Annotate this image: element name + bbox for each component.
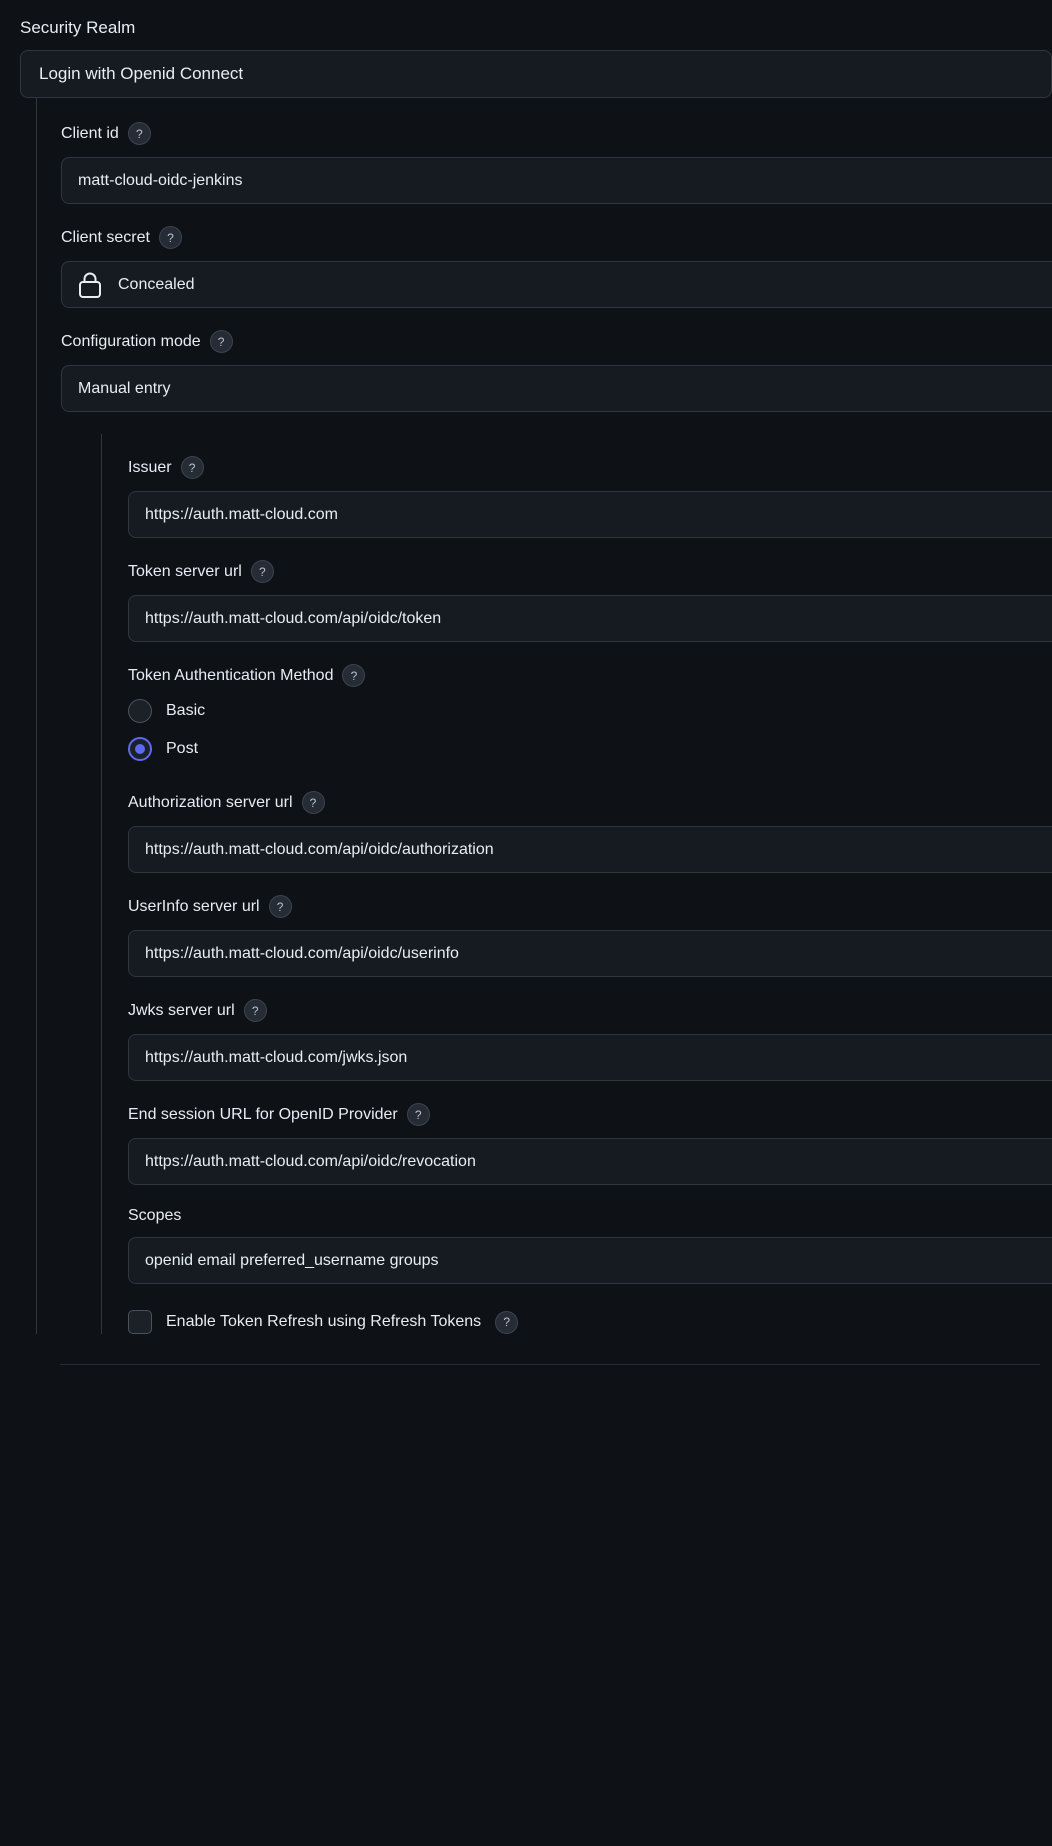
- radio-option-basic[interactable]: [128, 699, 1052, 723]
- client-id-label-row: [61, 122, 1052, 145]
- help-icon[interactable]: ?: [128, 122, 151, 145]
- userinfo-server-url-input[interactable]: [128, 930, 1052, 977]
- jwks-server-url-label-row: [128, 999, 1052, 1022]
- end-session-url-input[interactable]: [128, 1138, 1052, 1185]
- issuer-value: https://auth.matt-cloud.com: [145, 505, 338, 523]
- end-session-url-label-row: [128, 1103, 1052, 1126]
- authorization-server-url-value: https://auth.matt-cloud.com/api/oidc/authorization: [145, 840, 494, 858]
- client-secret-label-row: [61, 226, 1052, 249]
- help-icon[interactable]: ?: [342, 664, 365, 687]
- issuer-label-row: [128, 456, 1052, 479]
- field-end-session-url: [128, 1103, 1052, 1185]
- section-divider: [60, 1364, 1040, 1365]
- client-id-label: Client id: [61, 124, 119, 142]
- end-session-url-value: https://auth.matt-cloud.com/api/oidc/revocation: [145, 1152, 476, 1170]
- lock-icon: [76, 270, 104, 300]
- help-icon[interactable]: ?: [407, 1103, 430, 1126]
- client-secret-input[interactable]: [61, 261, 1052, 308]
- radio-label-basic: Basic: [166, 702, 206, 719]
- help-icon[interactable]: ?: [495, 1311, 518, 1334]
- field-token-auth-method: [128, 664, 1052, 761]
- radio-option-post[interactable]: [128, 737, 1052, 761]
- help-icon[interactable]: ?: [251, 560, 274, 583]
- field-issuer: [128, 456, 1052, 538]
- issuer-label: Issuer: [128, 458, 172, 476]
- authorization-server-url-input[interactable]: [128, 826, 1052, 873]
- token-server-url-value: https://auth.matt-cloud.com/api/oidc/token: [145, 609, 442, 627]
- userinfo-server-url-label-row: [128, 895, 1052, 918]
- help-icon[interactable]: ?: [302, 791, 325, 814]
- client-id-value: matt-cloud-oidc-jenkins: [78, 171, 243, 189]
- configuration-mode-label: Configuration mode: [61, 332, 201, 350]
- page-title: Security Realm: [20, 18, 136, 37]
- token-refresh-label: Enable Token Refresh using Refresh Tokens: [166, 1313, 482, 1330]
- token-server-url-label-row: [128, 560, 1052, 583]
- help-icon[interactable]: ?: [181, 456, 204, 479]
- jwks-server-url-label: Jwks server url: [128, 1001, 235, 1019]
- authorization-server-url-label: Authorization server url: [128, 793, 293, 811]
- scopes-value: openid email preferred_username groups: [145, 1251, 439, 1269]
- security-realm-selected-value: Login with Openid Connect: [39, 64, 244, 83]
- token-auth-method-label: Token Authentication Method: [128, 666, 334, 684]
- field-configuration-mode: [61, 330, 1052, 412]
- issuer-input[interactable]: [128, 491, 1052, 538]
- client-id-input[interactable]: [61, 157, 1052, 204]
- jwks-server-url-input[interactable]: [128, 1034, 1052, 1081]
- field-client-id: [61, 122, 1052, 204]
- field-jwks-server-url: [128, 999, 1052, 1081]
- field-authorization-server-url: [128, 791, 1052, 873]
- field-scopes: [128, 1207, 1052, 1284]
- realm-settings-body: [36, 98, 1052, 1334]
- client-secret-label: Client secret: [61, 228, 150, 246]
- radio-label-post: Post: [166, 740, 199, 757]
- token-server-url-label: Token server url: [128, 562, 242, 580]
- client-secret-value: Concealed: [118, 275, 195, 293]
- checkbox-icon[interactable]: [128, 1310, 152, 1334]
- scopes-label: Scopes: [128, 1207, 182, 1224]
- field-client-secret: [61, 226, 1052, 308]
- security-realm-select[interactable]: [20, 50, 1052, 98]
- end-session-url-label: End session URL for OpenID Provider: [128, 1105, 398, 1123]
- userinfo-server-url-label: UserInfo server url: [128, 897, 260, 915]
- manual-entry-section: [101, 434, 1052, 1334]
- radio-icon[interactable]: [128, 699, 152, 723]
- help-icon[interactable]: ?: [159, 226, 182, 249]
- scopes-input[interactable]: [128, 1237, 1052, 1284]
- field-token-refresh[interactable]: [128, 1310, 1052, 1334]
- help-icon[interactable]: ?: [244, 999, 267, 1022]
- token-auth-method-label-row: [128, 664, 1052, 687]
- configuration-mode-label-row: [61, 330, 1052, 353]
- field-userinfo-server-url: [128, 895, 1052, 977]
- userinfo-server-url-value: https://auth.matt-cloud.com/api/oidc/userinfo: [145, 944, 459, 962]
- configuration-mode-select[interactable]: [61, 365, 1052, 412]
- jwks-server-url-value: https://auth.matt-cloud.com/jwks.json: [145, 1048, 408, 1066]
- help-icon[interactable]: ?: [269, 895, 292, 918]
- field-token-server-url: [128, 560, 1052, 642]
- radio-icon-selected[interactable]: [128, 737, 152, 761]
- configuration-mode-value: Manual entry: [78, 379, 171, 397]
- help-icon[interactable]: ?: [210, 330, 233, 353]
- token-server-url-input[interactable]: [128, 595, 1052, 642]
- scopes-label-row: [128, 1207, 1052, 1225]
- authorization-server-url-label-row: [128, 791, 1052, 814]
